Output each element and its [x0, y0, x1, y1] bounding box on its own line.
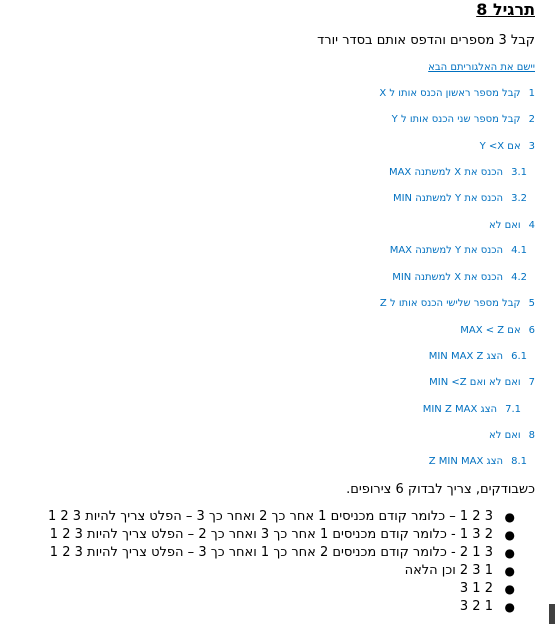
- step-number: 2: [528, 114, 535, 125]
- step-3-1: [389, 167, 527, 178]
- list-item: [48, 526, 515, 544]
- cases-list: [48, 508, 515, 616]
- case-text: 2 1 3: [459, 581, 493, 596]
- step-text: קבל מספר ראשון הכנס אותו ל X: [379, 88, 521, 99]
- step-1: [379, 88, 535, 99]
- list-item: [48, 580, 515, 598]
- step-number: 3.2: [511, 193, 527, 204]
- step-text: הכנס את X למשתנה MAX: [388, 167, 504, 178]
- list-item: [48, 508, 515, 526]
- step-8-1: [429, 456, 527, 467]
- step-text: ואם לא: [489, 220, 521, 231]
- case-text: 2 3 1 - כלומר קודם מכניסים 1 אחר כך 3 ואחר כך 2 – הפלט צריך להיות 3 2 1: [49, 527, 493, 542]
- bullet-icon: ●: [504, 582, 515, 596]
- case-text: 1 3 2 וכן הלאה: [404, 563, 493, 578]
- step-3-2: [393, 193, 527, 204]
- step-2: [392, 114, 535, 125]
- step-7-1: [423, 404, 521, 415]
- step-text: הצג MIN Z MAX: [422, 404, 498, 415]
- step-4-2: [392, 272, 527, 283]
- scrollbar-thumb[interactable]: [549, 604, 555, 624]
- step-4: [489, 220, 535, 231]
- step-number: 7: [528, 377, 535, 388]
- step-6: [460, 325, 535, 336]
- step-number: 4: [528, 220, 535, 231]
- step-4-1: [390, 245, 527, 256]
- step-5: [380, 298, 535, 309]
- step-text: קבל מספר שני הכנס אותו ל Y: [391, 114, 521, 125]
- bullet-icon: ●: [504, 528, 515, 542]
- step-number: 6: [528, 325, 535, 336]
- step-number: 5: [528, 298, 535, 309]
- case-text: 3 2 1 – כלומר קודם מכניסים 1 אחר כך 2 ואחר כך 3 – הפלט צריך להיות 3 2 1: [47, 509, 493, 524]
- list-item: [48, 544, 515, 562]
- step-number: 1: [528, 88, 535, 99]
- step-text: אם MAX < Z: [460, 325, 521, 336]
- step-7: [429, 377, 535, 388]
- exercise-title: תרגיל 8: [476, 0, 535, 19]
- step-number: 6.1: [511, 351, 527, 362]
- step-text: הכנס את X למשתנה MIN: [392, 272, 504, 283]
- step-text: ואם לא ואם MIN <Z: [429, 377, 521, 388]
- check-instructions: כשבודקים, צריך לבדוק 6 צירופים.: [346, 482, 535, 497]
- step-text: אם Y <X: [479, 141, 521, 152]
- step-text: הצג MIN MAX Z: [428, 351, 504, 362]
- list-item: [48, 562, 515, 580]
- step-text: הכנס את Y למשתנה MIN: [392, 193, 504, 204]
- step-number: 7.1: [505, 404, 521, 415]
- case-text: 3 1 2 - כלומר קודם מכניסים 2 אחר כך 1 ואחר כך 3 – הפלט צריך להיות 3 2 1: [49, 545, 493, 560]
- bullet-icon: ●: [504, 546, 515, 560]
- step-6-1: [429, 351, 527, 362]
- bullet-icon: ●: [504, 600, 515, 614]
- list-item: [48, 598, 515, 616]
- step-3: [480, 141, 535, 152]
- step-number: 3: [528, 141, 535, 152]
- step-text: הכנס את Y למשתנה MAX: [389, 245, 504, 256]
- step-text: ואם לא: [489, 430, 521, 441]
- step-text: קבל מספר שלישי הכנס אותו ל Z: [379, 298, 521, 309]
- step-text: הצג Z MIN MAX: [428, 456, 504, 467]
- step-number: 4.1: [511, 245, 527, 256]
- bullet-icon: ●: [504, 564, 515, 578]
- step-8: [489, 430, 535, 441]
- algorithm-link[interactable]: יישם את האלגוריתם הבא: [428, 62, 535, 73]
- step-number: 3.1: [511, 167, 527, 178]
- step-number: 4.2: [511, 272, 527, 283]
- step-number: 8: [528, 430, 535, 441]
- bullet-icon: ●: [504, 510, 515, 524]
- step-number: 8.1: [511, 456, 527, 467]
- exercise-subtitle: קבל 3 מספרים והדפס אותם בסדר יורד: [317, 33, 535, 48]
- case-text: 1 2 3: [459, 599, 493, 614]
